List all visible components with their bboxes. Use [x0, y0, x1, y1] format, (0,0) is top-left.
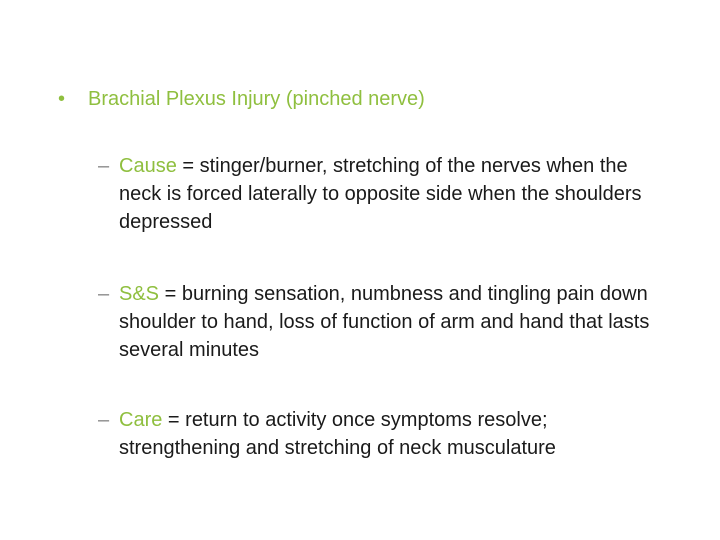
- slide-heading: [58, 85, 698, 113]
- heading-bullet: •: [58, 88, 66, 110]
- signs-symptoms-term: S&S: [119, 283, 160, 305]
- care-text: = return to activity once symptoms resolve; strengthening and stretching of neck musculature: [119, 409, 556, 459]
- signs-symptoms-item: [98, 280, 658, 364]
- signs-symptoms-body: [98, 280, 658, 364]
- signs-symptoms-text: = burning sensation, numbness and tingling pain down shoulder to hand, loss of function of arm and hand that lasts several minutes: [119, 283, 650, 361]
- signs-symptoms-dash: –: [98, 283, 110, 305]
- care-dash: –: [98, 409, 110, 431]
- heading-text: Brachial Plexus Injury (pinched nerve): [88, 88, 425, 110]
- care-item: [98, 406, 658, 462]
- care-body: [98, 406, 658, 462]
- care-term: Care: [119, 409, 163, 431]
- cause-body: [98, 152, 658, 236]
- cause-term: Cause: [119, 155, 177, 177]
- cause-text: = stinger/burner, stretching of the nerves when the neck is forced laterally to opposite side when the shoulders depressed: [119, 155, 642, 233]
- cause-dash: –: [98, 155, 110, 177]
- cause-item: [98, 152, 658, 236]
